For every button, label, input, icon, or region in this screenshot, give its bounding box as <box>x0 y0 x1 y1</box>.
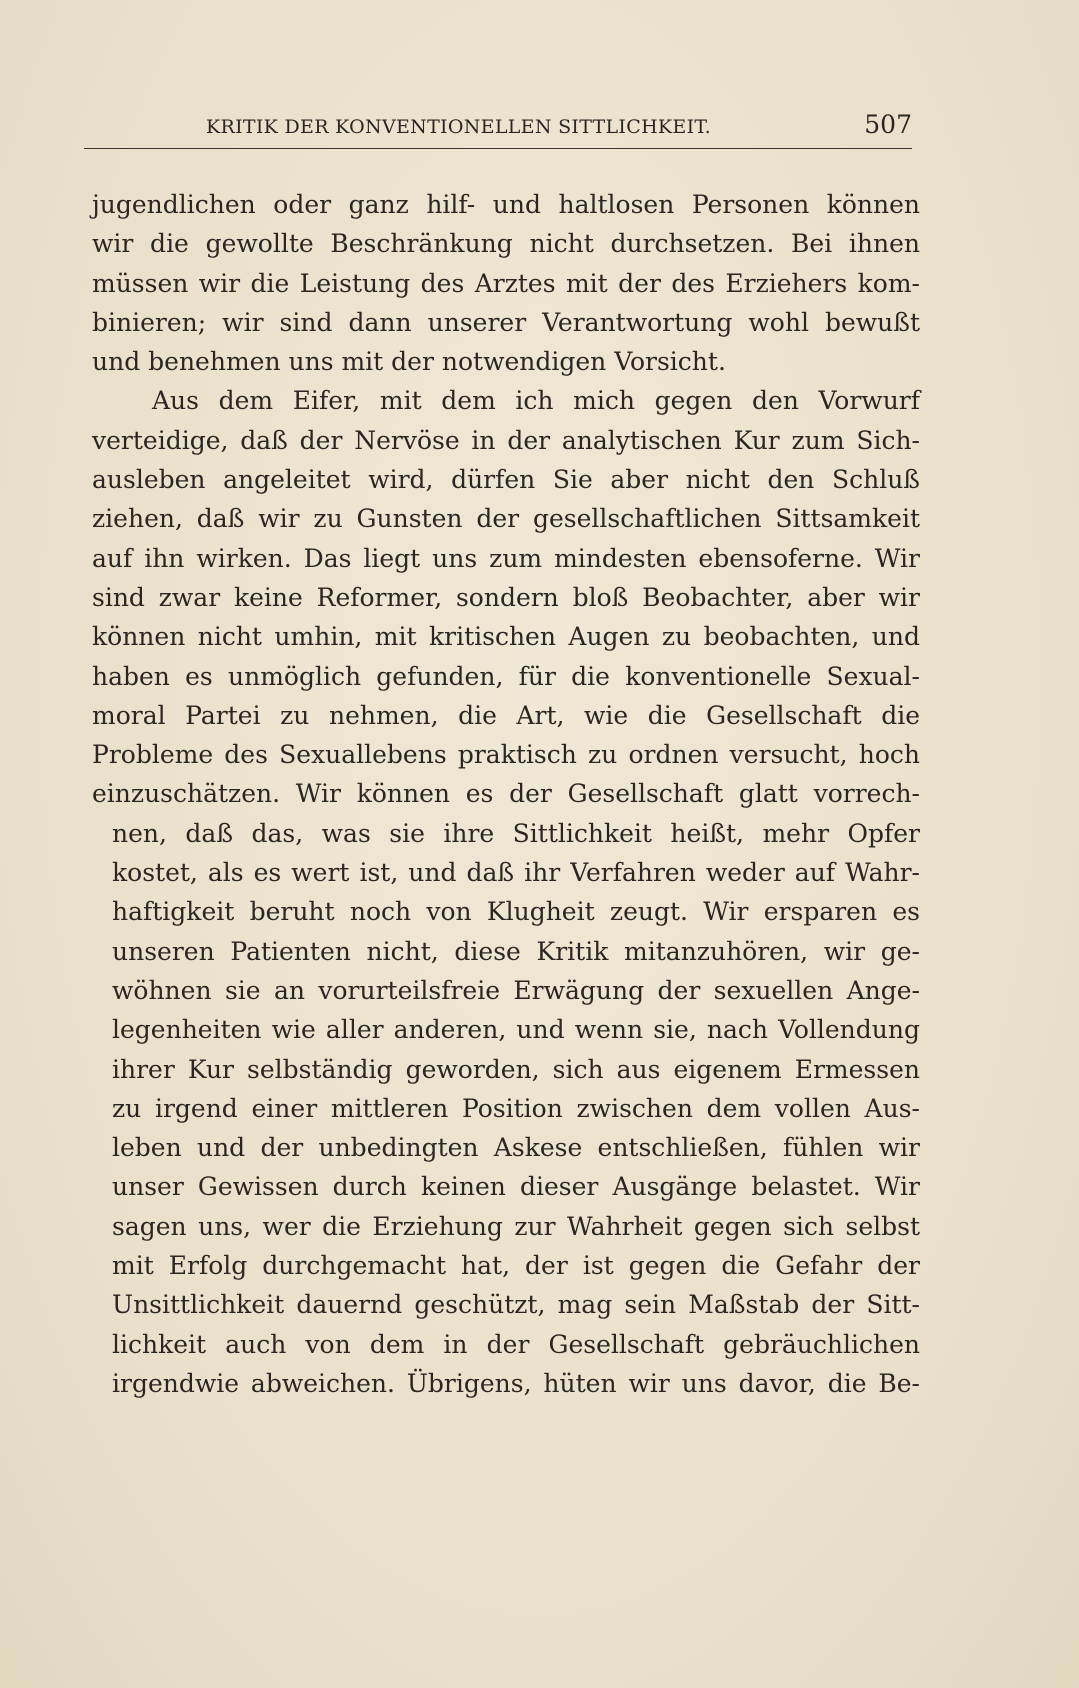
text-line: jugendlichen oder ganz hilf- und haltlosen Personen können <box>92 190 920 219</box>
text-line: nen, daß das, was sie ihre Sittlichkeit heißt, mehr Opfer <box>112 818 920 848</box>
text-line: mit Erfolg durchgemacht hat, der ist gegen die Gefahr der <box>112 1251 920 1281</box>
text-line: irgendwie abweichen. Übrigens, hüten wir uns davor, die Be- <box>112 1368 920 1398</box>
text-line: kostet, als es wert ist, und daß ihr Verfahren weder auf Wahr- <box>112 858 920 888</box>
text-line: lichkeit auch von dem in der Gesellschaft gebräuchlichen <box>112 1329 920 1359</box>
running-title: KRITIK DER KONVENTIONELLEN SITTLICHKEIT. <box>206 116 711 138</box>
body-text <box>92 185 920 1403</box>
text-line: wöhnen sie an vorurteilsfreie Erwägung der sexuellen Ange- <box>112 975 920 1005</box>
text-line: legenheiten wie aller anderen, und wenn sie, nach Vollendung <box>112 1015 920 1045</box>
text-line: einzuschätzen. Wir können es der Gesellschaft glatt vorrech- <box>92 779 920 809</box>
text-line: Unsittlichkeit dauernd geschützt, mag sein Maßstab der Sitt- <box>112 1290 920 1320</box>
paragraph-first-line: Aus dem Eifer, mit dem ich mich gegen den Vorwurf <box>152 386 920 416</box>
text-line: wir die gewollte Beschränkung nicht durchsetzen. Bei ihnen <box>92 229 920 259</box>
text-line: auf ihn wirken. Das liegt uns zum mindesten ebensoferne. Wir <box>92 543 920 573</box>
page-header <box>84 112 912 148</box>
text-line: unser Gewissen durch keinen dieser Ausgänge belastet. Wir <box>112 1172 920 1202</box>
text-line: und benehmen uns mit der notwendigen Vorsicht. <box>92 347 726 377</box>
text-line: moral Partei zu nehmen, die Art, wie die Gesellschaft die <box>92 700 920 730</box>
text-line: verteidige, daß der Nervöse in der analytischen Kur zum Sich- <box>92 425 920 455</box>
text-line: haben es unmöglich gefunden, für die konventionelle Sexual- <box>92 661 920 691</box>
text-line: ausleben angeleitet wird, dürfen Sie aber nicht den Schluß <box>92 465 920 495</box>
text-line: Probleme des Sexuallebens praktisch zu ordnen versucht, hoch <box>92 740 920 770</box>
text-line: ziehen, daß wir zu Gunsten der gesellschaftlichen Sittsamkeit <box>92 504 920 534</box>
text-line: haftigkeit beruht noch von Klugheit zeugt. Wir ersparen es <box>112 897 920 927</box>
text-line: binieren; wir sind dann unserer Verantwortung wohl bewußt <box>92 307 920 337</box>
text-line: müssen wir die Leistung des Arztes mit der des Erziehers kom- <box>92 268 920 298</box>
text-line: unseren Patienten nicht, diese Kritik mitanzuhören, wir ge- <box>112 936 920 966</box>
text-line: leben und der unbedingten Askese entschließen, fühlen wir <box>112 1133 920 1163</box>
page-number: 507 <box>864 110 912 139</box>
text-line: können nicht umhin, mit kritischen Augen zu beobachten, und <box>92 622 920 652</box>
text-line: ihrer Kur selbständig geworden, sich aus eigenem Ermessen <box>112 1054 920 1084</box>
text-line: sind zwar keine Reformer, sondern bloß Beobachter, aber wir <box>92 582 920 612</box>
text-line: sagen uns, wer die Erziehung zur Wahrheit gegen sich selbst <box>112 1211 920 1241</box>
text-line: zu irgend einer mittleren Position zwischen dem vollen Aus- <box>112 1093 920 1123</box>
header-rule <box>84 148 912 149</box>
